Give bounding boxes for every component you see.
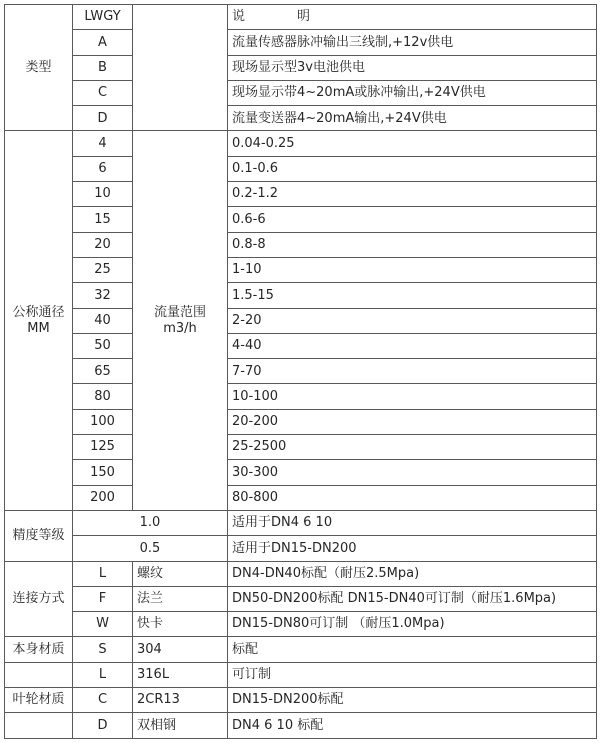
material-code-cell: L — [73, 662, 133, 687]
table-row — [5, 662, 597, 687]
flow-range-label-line2: m3/h — [163, 320, 197, 336]
material-name-cell: 2CR13 — [133, 688, 228, 713]
accuracy-value-cell: 1.0 — [73, 510, 228, 535]
dn-cell: 10 — [73, 182, 133, 207]
table-row — [5, 308, 597, 333]
connection-name-cell: 螺纹 — [133, 561, 228, 586]
diameter-section-label — [5, 131, 73, 510]
material-label-empty — [5, 662, 73, 687]
table-row — [5, 232, 597, 257]
material-desc-cell: 标配 — [228, 637, 597, 662]
table-row — [5, 30, 597, 55]
dn-cell: 100 — [73, 409, 133, 434]
table-row — [5, 713, 597, 739]
dn-cell: 150 — [73, 460, 133, 485]
table-row — [5, 283, 597, 308]
type-code-cell: C — [73, 80, 133, 105]
description-header-cell: 说 明 — [228, 5, 597, 30]
connection-name-cell: 快卡 — [133, 612, 228, 637]
type-desc-cell: 流量传感器脉冲输出三线制,+12v供电 — [228, 30, 597, 55]
table-row — [5, 156, 597, 181]
table-row — [5, 55, 597, 80]
accuracy-value-cell: 0.5 — [73, 536, 228, 561]
table-row — [5, 182, 597, 207]
material-name-cell: 双相钢 — [133, 713, 228, 739]
diameter-label-line2: MM — [27, 320, 50, 336]
connection-desc-cell: DN4-DN40标配（耐压2.5Mpa) — [228, 561, 597, 586]
table-row — [5, 131, 597, 156]
material-label-empty — [5, 713, 73, 739]
flow-range-cell: 1.5-15 — [228, 283, 597, 308]
flow-range-cell: 0.2-1.2 — [228, 182, 597, 207]
flow-range-cell: 20-200 — [228, 409, 597, 434]
table-row — [5, 5, 597, 30]
type-code-cell: B — [73, 55, 133, 80]
flow-range-cell: 0.6-6 — [228, 207, 597, 232]
flow-range-cell: 1-10 — [228, 257, 597, 282]
type-desc-cell: 现场显示带4~20mA或脉冲输出,+24V供电 — [228, 80, 597, 105]
connection-code-cell: F — [73, 586, 133, 611]
dn-cell: 125 — [73, 435, 133, 460]
flow-range-cell: 25-2500 — [228, 435, 597, 460]
table-row — [5, 257, 597, 282]
table-row — [5, 80, 597, 105]
table-row — [5, 485, 597, 510]
table-row — [5, 435, 597, 460]
material-code-cell: D — [73, 713, 133, 739]
connection-section-label: 连接方式 — [5, 561, 73, 637]
flowmeter-spec-table — [4, 4, 597, 739]
model-code-cell: LWGY — [73, 5, 133, 30]
dn-cell: 4 — [73, 131, 133, 156]
table-row — [5, 333, 597, 358]
connection-name-cell: 法兰 — [133, 586, 228, 611]
flow-range-label-line1: 流量范围 — [153, 305, 206, 321]
type-spacer-cell — [133, 5, 228, 131]
connection-desc-cell: DN15-DN80可订制 （耐压1.0Mpa) — [228, 612, 597, 637]
table-row — [5, 106, 597, 131]
table-row — [5, 637, 597, 662]
type-section-label: 类型 — [5, 5, 73, 131]
table-row — [5, 460, 597, 485]
dn-cell: 50 — [73, 333, 133, 358]
accuracy-section-label: 精度等级 — [5, 510, 73, 561]
accuracy-desc-cell: 适用于DN4 6 10 — [228, 510, 597, 535]
material-desc-cell: DN4 6 10 标配 — [228, 713, 597, 739]
flow-range-label — [133, 131, 228, 510]
dn-cell: 200 — [73, 485, 133, 510]
material-code-cell: C — [73, 688, 133, 713]
dn-cell: 65 — [73, 359, 133, 384]
material-name-cell: 304 — [133, 637, 228, 662]
material-desc-cell: 可订制 — [228, 662, 597, 687]
dn-cell: 15 — [73, 207, 133, 232]
type-desc-cell: 流量变送器4~20mA输出,+24V供电 — [228, 106, 597, 131]
accuracy-desc-cell: 适用于DN15-DN200 — [228, 536, 597, 561]
flow-range-cell: 2-20 — [228, 308, 597, 333]
flow-range-cell: 7-70 — [228, 359, 597, 384]
dn-cell: 80 — [73, 384, 133, 409]
table-row — [5, 586, 597, 611]
table-row — [5, 207, 597, 232]
connection-code-cell: W — [73, 612, 133, 637]
connection-desc-cell: DN50-DN200标配 DN15-DN40可订制（耐压1.6Mpa) — [228, 586, 597, 611]
table-row — [5, 536, 597, 561]
impeller-material-label: 叶轮材质 — [5, 688, 73, 713]
dn-cell: 32 — [73, 283, 133, 308]
dn-cell: 20 — [73, 232, 133, 257]
flow-range-cell: 0.04-0.25 — [228, 131, 597, 156]
body-material-label: 本身材质 — [5, 637, 73, 662]
table-row — [5, 510, 597, 535]
type-code-cell: A — [73, 30, 133, 55]
table-row — [5, 359, 597, 384]
flow-range-cell: 0.1-0.6 — [228, 156, 597, 181]
table-row — [5, 561, 597, 586]
connection-code-cell: L — [73, 561, 133, 586]
table-row — [5, 409, 597, 434]
flow-range-cell: 10-100 — [228, 384, 597, 409]
table-row — [5, 688, 597, 713]
dn-cell: 25 — [73, 257, 133, 282]
table-row — [5, 612, 597, 637]
table-row — [5, 384, 597, 409]
type-code-cell: D — [73, 106, 133, 131]
flow-range-cell: 4-40 — [228, 333, 597, 358]
diameter-label-line1: 公称通径 — [12, 305, 65, 321]
type-desc-cell: 现场显示型3v电池供电 — [228, 55, 597, 80]
material-code-cell: S — [73, 637, 133, 662]
flow-range-cell: 30-300 — [228, 460, 597, 485]
flow-range-cell: 0.8-8 — [228, 232, 597, 257]
flow-range-cell: 80-800 — [228, 485, 597, 510]
material-name-cell: 316L — [133, 662, 228, 687]
dn-cell: 6 — [73, 156, 133, 181]
dn-cell: 40 — [73, 308, 133, 333]
material-desc-cell: DN15-DN200标配 — [228, 688, 597, 713]
